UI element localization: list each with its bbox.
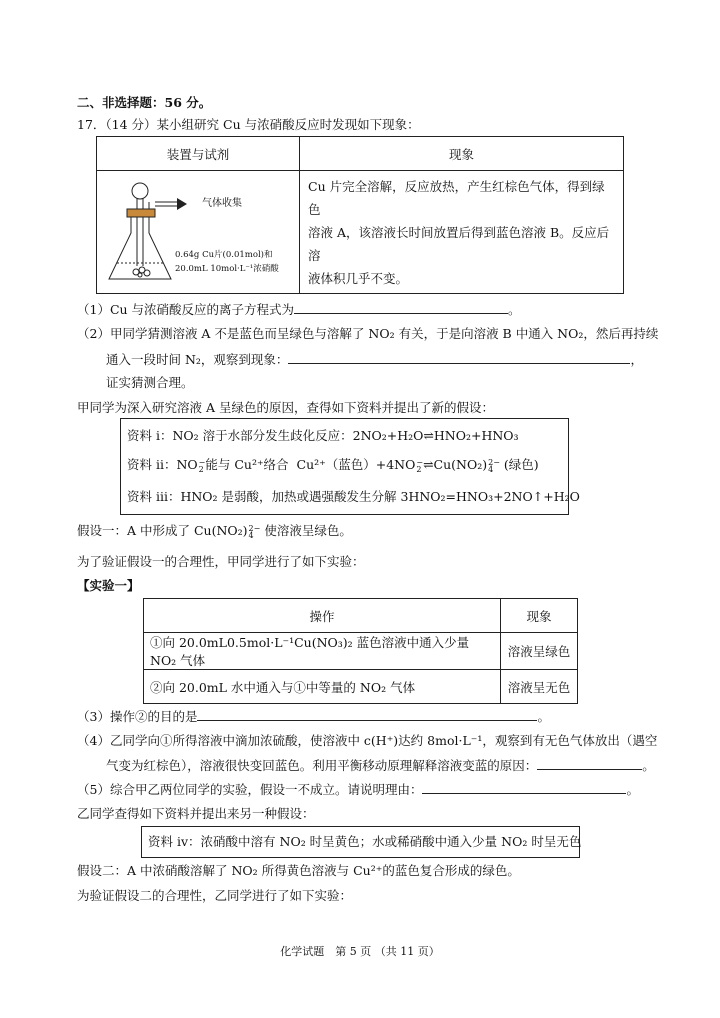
question-part-2-line-a: （2）甲同学猜测溶液 A 不是蓝色而呈绿色与溶解了 NO₂ 有关，于是向溶液 B 中通入 NO₂，然后再持续 bbox=[77, 326, 659, 341]
table-row bbox=[144, 670, 578, 704]
part-2-text: 通入一段时间 N₂，观察到现象： bbox=[106, 352, 289, 367]
section-title: 二、非选择题：56 分。 bbox=[77, 95, 212, 110]
answer-blank-3[interactable] bbox=[197, 708, 537, 721]
part-5-end: 。 bbox=[626, 782, 639, 797]
question-part-3 bbox=[77, 708, 550, 725]
info-ii-part: ⇌Cu(NO₂) bbox=[423, 457, 488, 472]
exp-phenomenon: 溶液呈绿色 bbox=[501, 633, 578, 670]
info-ii-part: (绿色) bbox=[503, 457, 539, 472]
part-3-text: （3）操作②的目的是 bbox=[77, 709, 198, 724]
info-iv: 资料 iv：浓硝酸中溶有 NO₂ 时呈黄色；水或稀硝酸中通入少量 NO₂ 时呈无色 bbox=[148, 834, 582, 849]
paragraph-verify: 为了验证假设一的合理性，甲同学进行了如下实验： bbox=[77, 554, 365, 569]
part-4-text: 气变为红棕色），溶液很快变回蓝色。利用平衡移动原理解释溶液变蓝的原因： bbox=[106, 758, 538, 773]
question-intro: 17．（14 分）某小组研究 Cu 与浓硝酸反应时发现如下现象： bbox=[77, 117, 420, 132]
exp-operation: ①向 20.0mL0.5mol·L⁻¹Cu(NO₃)₂ 蓝色溶液中通入少量 NO₂ 气体 bbox=[144, 633, 501, 670]
answer-blank-2[interactable] bbox=[288, 351, 630, 364]
page-footer: 化学试题 第 5 页 （共 11 页） bbox=[280, 945, 440, 958]
hypothesis-1-text: 假设一：A 中形成了 Cu(NO₂) bbox=[77, 523, 248, 538]
table-header-apparatus: 装置与试剂 bbox=[97, 137, 300, 171]
table-header-phenomenon: 现象 bbox=[300, 137, 624, 171]
apparatus-cell bbox=[97, 171, 300, 294]
question-part-5 bbox=[77, 781, 639, 798]
gas-collection-label: 气体收集 bbox=[202, 198, 242, 209]
question-part-2-line-c: 证实猜测合理。 bbox=[106, 375, 194, 390]
experiment-table bbox=[143, 598, 578, 704]
ion-charge: − 2 bbox=[416, 457, 424, 474]
part-4-end: 。 bbox=[642, 758, 655, 773]
question-part-4-line-b bbox=[106, 757, 655, 774]
apparatus-table bbox=[96, 136, 624, 294]
paragraph-verify-2: 为验证假设二的合理性，乙同学进行了如下实验： bbox=[77, 888, 353, 903]
phenomenon-cell bbox=[300, 171, 624, 294]
part-1-end: 。 bbox=[508, 302, 521, 317]
table-row bbox=[144, 633, 578, 670]
answer-blank-5[interactable] bbox=[422, 781, 626, 794]
exp-operation: ②向 20.0mL 水中通入与①中等量的 NO₂ 气体 bbox=[144, 670, 501, 704]
answer-blank-1[interactable] bbox=[294, 301, 508, 314]
info-i: 资料 i：NO₂ 溶于水部分发生歧化反应：2NO₂+H₂O⇌HNO₂+HNO₃ bbox=[127, 428, 519, 443]
answer-blank-4[interactable] bbox=[537, 757, 642, 770]
exp-phenomenon: 溶液呈无色 bbox=[501, 670, 578, 704]
phenomenon-line: 液体积几乎不变。 bbox=[308, 270, 409, 286]
info-ii-part: 能与 Cu²⁺络合 bbox=[205, 457, 289, 472]
phenomenon-line: 溶液 A，该溶液长时间放置后得到蓝色溶液 B。反应后溶 bbox=[308, 224, 610, 263]
question-part-2-line-b bbox=[106, 351, 643, 368]
part-3-end: 。 bbox=[537, 709, 550, 724]
reagent-label-2: 20.0mL 10mol·L⁻¹浓硝酸 bbox=[175, 264, 279, 274]
question-part-4-line-a: （4）乙同学向①所得溶液中滴加浓硫酸，使溶液中 c(H⁺)达约 8mol·L⁻¹，观察到有无色气体放出（遇空 bbox=[77, 733, 658, 748]
exp-header-operation: 操作 bbox=[144, 599, 501, 633]
hypothesis-1 bbox=[77, 523, 352, 539]
experiment-1-title: 【实验一】 bbox=[77, 578, 140, 593]
ion-charge: 2− 4 bbox=[488, 457, 500, 474]
part-2-end: ， bbox=[630, 352, 643, 367]
phenomenon-line: Cu 片完全溶解，反应放热，产生红棕色气体，得到绿色 bbox=[308, 178, 605, 217]
part-5-text: （5）综合甲乙两位同学的实验，假设一不成立。请说明理由： bbox=[77, 782, 423, 797]
reagent-label-1: 0.64g Cu片(0.01mol)和 bbox=[175, 250, 273, 260]
info-ii-part: Cu²⁺（蓝色）+4NO bbox=[296, 457, 416, 472]
info-ii-part: 资料 ii：NO bbox=[127, 457, 198, 472]
paragraph-research: 甲同学为深入研究溶液 A 呈绿色的原因，查得如下资料并提出了新的假设： bbox=[77, 400, 494, 415]
info-iii: 资料 iii：HNO₂ 是弱酸，加热或遇强酸发生分解 3HNO₂=HNO₃+2NO↑+H₂O bbox=[127, 489, 580, 504]
info-box-2 bbox=[141, 826, 580, 858]
question-part-1 bbox=[77, 301, 521, 318]
paragraph-second-hypothesis: 乙同学查得如下资料并提出来另一种假设： bbox=[77, 806, 315, 821]
info-ii bbox=[127, 457, 539, 473]
info-box-1 bbox=[120, 418, 580, 515]
exp-header-phenomenon: 现象 bbox=[501, 599, 578, 633]
hypothesis-1-text: 使溶液呈绿色。 bbox=[264, 523, 352, 538]
ion-charge: − 2 bbox=[198, 457, 206, 474]
part-1-text: （1）Cu 与浓硝酸反应的离子方程式为 bbox=[77, 302, 295, 317]
hypothesis-2: 假设二：A 中浓硝酸溶解了 NO₂ 所得黄色溶液与 Cu²⁺的蓝色复合形成的绿色。 bbox=[77, 863, 520, 878]
ion-charge: 2− 4 bbox=[248, 523, 261, 540]
